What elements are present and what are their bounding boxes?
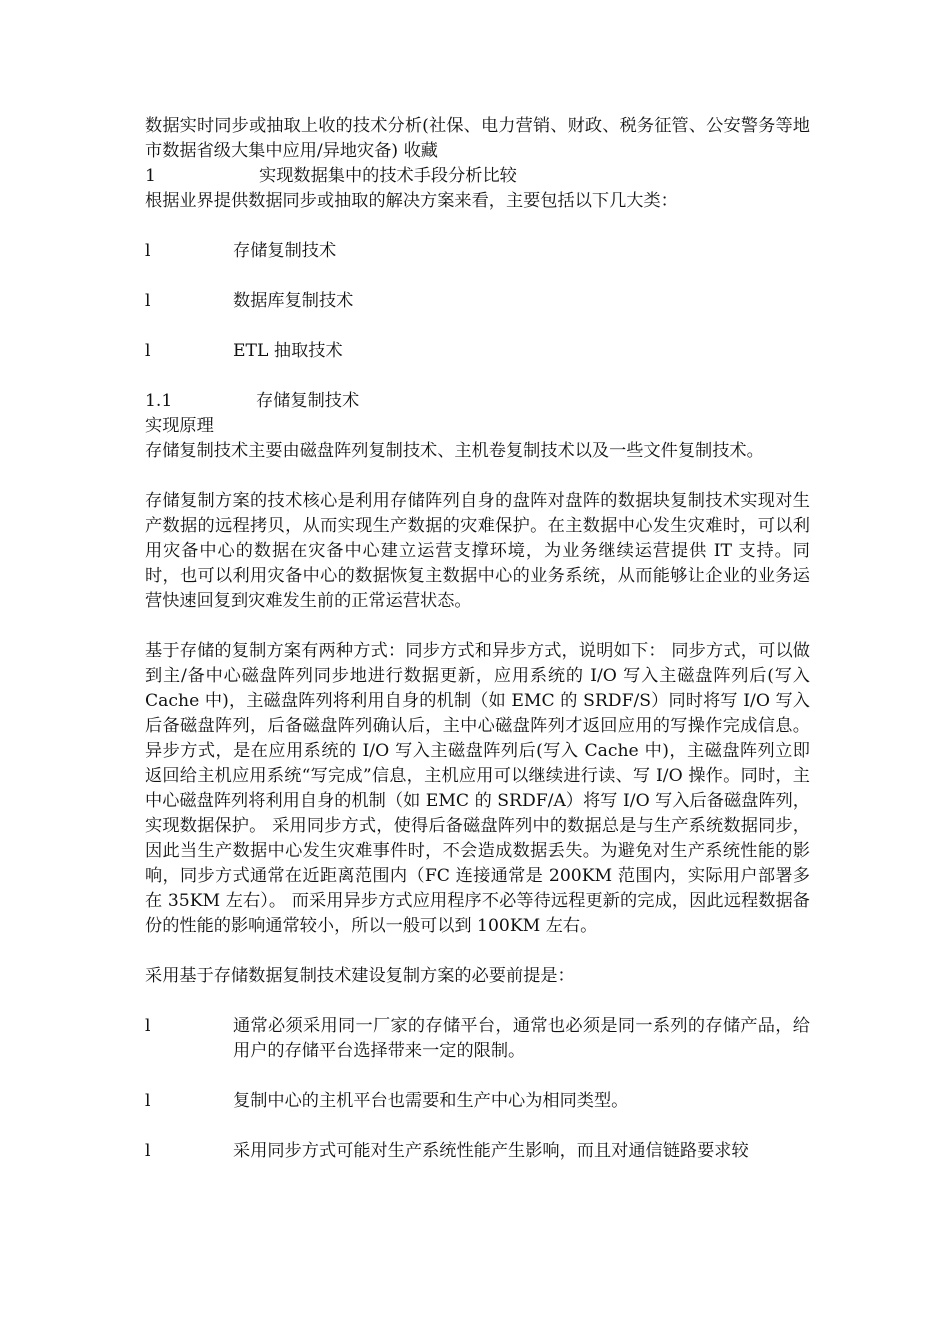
section-1-1-heading — [145, 389, 810, 414]
spacer — [145, 264, 810, 289]
bullet-marker: l — [145, 291, 151, 311]
bullet-text: 数据库复制技术 — [233, 291, 354, 311]
bullet-marker: l — [145, 1091, 151, 1111]
bullet-marker: l — [145, 1141, 151, 1161]
paragraph: 存储复制技术主要由磁盘阵列复制技术、主机卷复制技术以及一些文件复制技术。 — [145, 441, 764, 461]
paragraph: 采用基于存储数据复制技术建设复制方案的必要前提是： — [145, 966, 575, 986]
bullet-item — [145, 1014, 810, 1064]
spacer — [145, 989, 810, 1014]
document-title: 数据实时同步或抽取上收的技术分析(社保、电力营销、财政、税务征管、公安警务等地市数据省级大集中应用/异地灾备) 收藏 — [145, 116, 810, 161]
bullet-item — [145, 239, 810, 264]
bullet-text: 通常必须采用同一厂家的存储平台，通常也必须是同一系列的存储产品，给用户的存储平台选择带来一定的限制。 — [233, 1016, 810, 1061]
spacer — [145, 614, 810, 639]
bullet-marker: l — [145, 1016, 151, 1036]
section-number: 1.1 — [145, 391, 173, 411]
bullet-item — [145, 1139, 810, 1164]
bullet-marker: l — [145, 341, 151, 361]
bullet-text: 复制中心的主机平台也需要和生产中心为相同类型。 — [233, 1091, 629, 1111]
section-title: 存储复制技术 — [256, 391, 360, 411]
section-1-heading — [145, 164, 810, 189]
paragraph: 基于存储的复制方案有两种方式：同步方式和异步方式，说明如下： 同步方式，可以做到主/备中心磁盘阵列同步地进行数据更新，应用系统的 I/O 写入主磁盘阵列后(写入 Cache 中)，主磁盘阵列将利用自身的机制（如 EMC 的 SRDF/S）同时将写 I/O 写入后备磁盘阵列，后备磁盘阵列确认后，主中心磁盘阵列才返回应用的写操作完成信息。 异步方式，是在应用系统的 I/O 写入主磁盘阵列后(写入 Cache 中)，主磁盘阵列立即返回给主机应用系统“写完成”信息，主机应用可以继续进行读、写 I/O 操作。同时，主中心磁盘阵列将利用自身的机制（如 EMC 的 SRDF/A）将写 I/O 写入后备磁盘阵列，实现数据保护。 采用同步方式，使得后备磁盘阵列中的数据总是与生产系统数据同步，因此当生产数据中心发生灾难事件时，不会造成数据丢失。为避免对生产系统性能的影响，同步方式通常在近距离范围内（FC 连接通常是 200KM 范围内，实际用户部署多在 35KM 左右）。 而采用异步方式应用程序不必等待远程更新的完成，因此远程数据备份的性能的影响通常较小，所以一般可以到 100KM 左右。 — [145, 641, 810, 936]
spacer — [145, 314, 810, 339]
document-page — [145, 114, 810, 1164]
bullet-item — [145, 1089, 810, 1114]
subheading: 实现原理 — [145, 416, 214, 436]
spacer — [145, 464, 810, 489]
section-1-intro: 根据业界提供数据同步或抽取的解决方案来看，主要包括以下几大类： — [145, 191, 678, 211]
bullet-text: ETL 抽取技术 — [233, 341, 343, 361]
bullet-item — [145, 289, 810, 314]
bullet-marker: l — [145, 241, 151, 261]
spacer — [145, 1114, 810, 1139]
bullet-text: 采用同步方式可能对生产系统性能产生影响，而且对通信链路要求较 — [233, 1141, 749, 1161]
bullet-item — [145, 339, 810, 364]
section-title: 实现数据集中的技术手段分析比较 — [259, 166, 517, 186]
spacer — [145, 364, 810, 389]
spacer — [145, 939, 810, 964]
spacer — [145, 1064, 810, 1089]
spacer — [145, 214, 810, 239]
bullet-text: 存储复制技术 — [233, 241, 337, 261]
paragraph: 存储复制方案的技术核心是利用存储阵列自身的盘阵对盘阵的数据块复制技术实现对生产数据的远程拷贝，从而实现生产数据的灾难保护。在主数据中心发生灾难时，可以利用灾备中心的数据在灾备中心建立运营支撑环境，为业务继续运营提供 IT 支持。同时，也可以利用灾备中心的数据恢复主数据中心的业务系统，从而能够让企业的业务运营快速回复到灾难发生前的正常运营状态。 — [145, 491, 810, 611]
section-number: 1 — [145, 166, 156, 186]
